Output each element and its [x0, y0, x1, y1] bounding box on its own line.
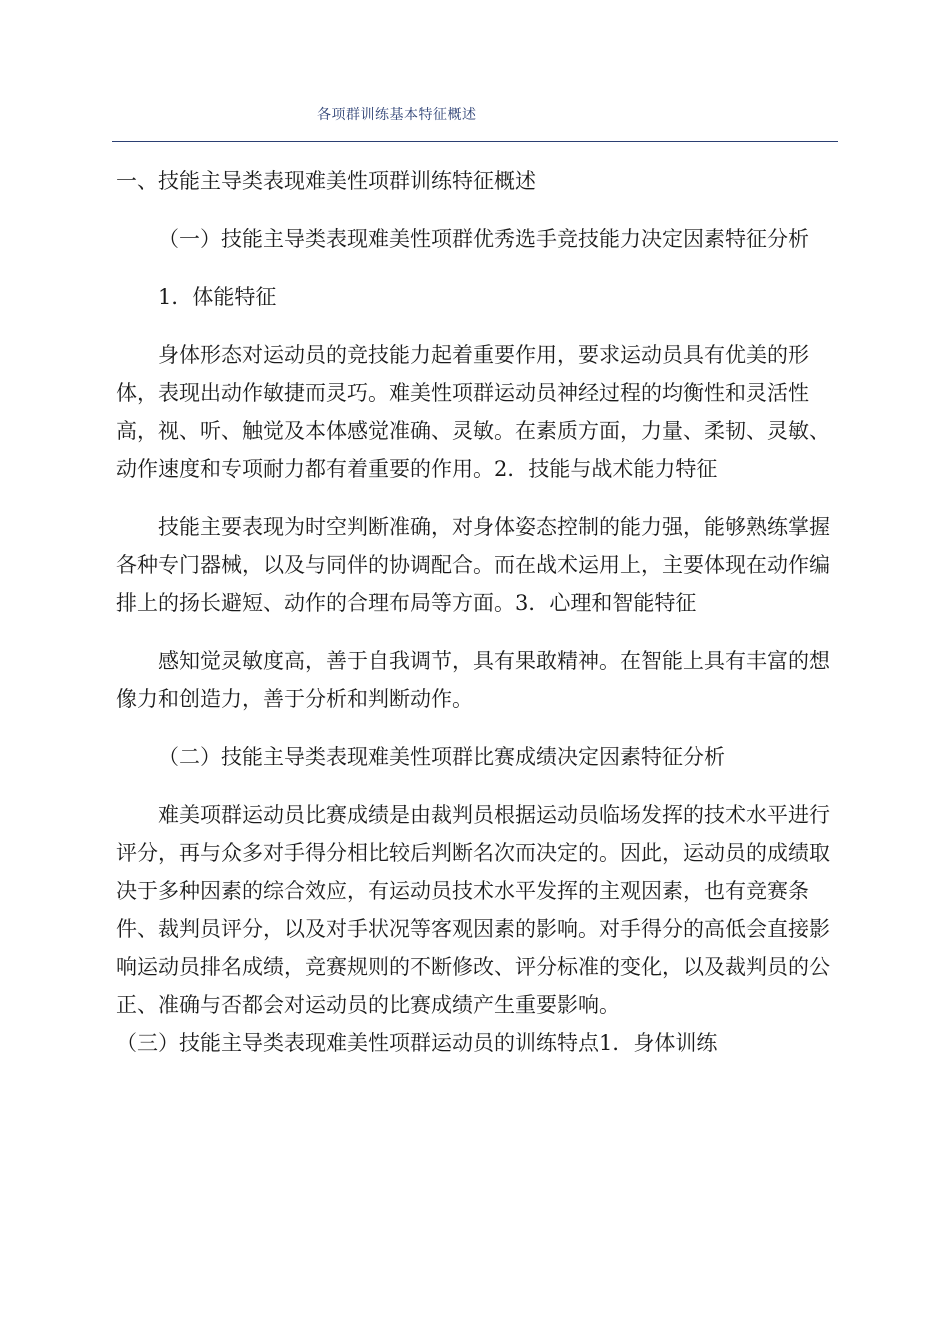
paragraph-training-characteristics: （三）技能主导类表现难美性项群运动员的训练特点1．身体训练 — [116, 1031, 718, 1055]
subsection-heading-2: （二）技能主导类表现难美性项群比赛成绩决定因素特征分析 — [158, 745, 725, 769]
paragraph-competition-results: 难美项群运动员比赛成绩是由裁判员根据运动员临场发挥的技术水平进行评分，再与众多对手得分相比较后判断名次而决定的。因此，运动员的成绩取决于多种因素的综合效应，有运动员技术水平发挥的主观因素，也有竞赛条件、裁判员评分，以及对手状况等客观因素的影响。对手得分的高低会直接影响运动员排名成绩，竞赛规则的不断修改、评分标准的变化，以及裁判员的公正、准确与否都会对运动员的比赛成绩产生重要影响。 — [116, 803, 830, 1017]
paragraph-psychology: 感知觉灵敏度高，善于自我调节，具有果敢精神。在智能上具有丰富的想像力和创造力，善于分析和判断动作。 — [116, 649, 830, 711]
paragraph-physical: 身体形态对运动员的竞技能力起着重要作用，要求运动员具有优美的形体，表现出动作敏捷而灵巧。难美性项群运动员神经过程的均衡性和灵活性高，视、听、触觉及本体感觉准确、灵敏。在素质方面，力量、柔韧、灵敏、动作速度和专项耐力都有着重要的作用。2．技能与战术能力特征 — [116, 343, 830, 481]
running-header-title: 各项群训练基本特征概述 — [317, 107, 477, 123]
header-divider — [112, 141, 838, 142]
paragraph-skill-tactics: 技能主要表现为时空判断准确，对身体姿态控制的能力强，能够熟练掌握各种专门器械，以及与同伴的协调配合。而在战术运用上，主要体现在动作编排上的扬长避短、动作的合理布局等方面。3．心理和智能特征 — [116, 515, 830, 615]
section-heading-1: 一、技能主导类表现难美性项群训练特征概述 — [116, 169, 536, 193]
item-heading-physical: 1．体能特征 — [158, 285, 277, 309]
subsection-heading-1: （一）技能主导类表现难美性项群优秀选手竞技能力决定因素特征分析 — [158, 227, 809, 251]
document-body — [116, 162, 838, 1062]
